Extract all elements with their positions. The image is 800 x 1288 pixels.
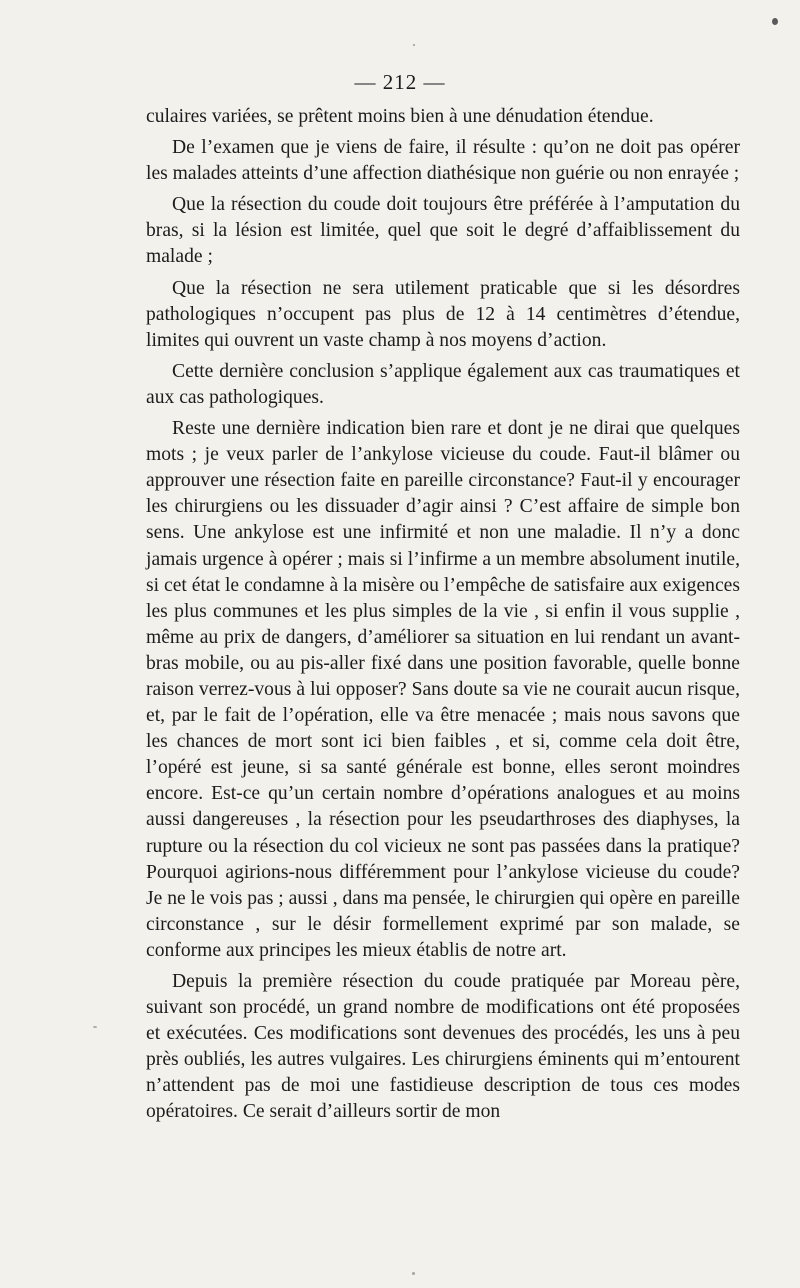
paragraph-resection-coude: Que la résection du coude doit toujours être préférée à l’amputation du bras, si la lésion est limitée, quel que soit le degré d’affaiblissement du malade ; [146, 194, 740, 268]
ink-speck [412, 1272, 415, 1275]
ink-speck [93, 1026, 97, 1028]
paragraph-continuation: culaires variées, se prêtent moins bien à une dénudation étendue. [146, 106, 654, 127]
paragraph-examen: De l’examen que je viens de faire, il résulte : qu’on ne doit pas opérer les malades atteints d’une affection diathésique non guérie ou non enrayée ; [146, 137, 740, 185]
paragraph-moreau: Depuis la première résection du coude pratiquée par Moreau père, suivant son procédé, un grand nombre de modifications ont été proposées et exécutées. Ces modifications sont devenues des procédés, les uns à peu près oubliés, les autres vulgaires. Les chirurgiens éminents qui m’entourent n’attendent pas de moi une fastidieuse description de tous ces modes opératoires. Ce serait d’ailleurs sortir de mon [146, 971, 740, 1123]
ink-speck [772, 18, 778, 25]
paragraph-conclusion: Cette dernière conclusion s’applique également aux cas traumatiques et aux cas pathologiques. [146, 360, 740, 408]
paragraph-ankylose: Reste une dernière indication bien rare et dont je ne dirai que quelques mots ; je veux parler de l’ankylose vicieuse du coude. Faut-il blâmer ou approuver une résection faite en pareille circonstance? Faut-il y encourager les chirurgiens ou les dissuader d’agir ainsi ? C’est affaire de simple bon sens. Une ankylose est une infirmité et non une maladie. Il n’y a donc jamais urgence à opérer ; mais si l’infirme a un membre absolument inutile, si cet état le condamne à la misère ou l’empêche de satisfaire aux exigences les plus communes et les plus simples de la vie , si enfin il vous supplie , même au prix de dangers, d’améliorer sa situation en lui rendant un avant-bras mobile, ou au pis-aller fixé dans une position favorable, quelle bonne raison verrez-vous à lui opposer? Sans doute sa vie ne courait aucun risque, et, par le fait de l’opération, elle va être menacée ; mais nous savons que les chances de mort sont ici bien faibles , et si, comme cela doit être, l’opéré est jeune, si sa santé générale est bonne, elles seront moindres encore. Est-ce qu’un certain nombre d’opérations analogues et au moins aussi dangereuses , la résection pour les pseudarthroses des diaphyses, la rupture ou la résection du col vicieux ne sont pas passées dans la pratique? Pourquoi agirions-nous différemment pour l’ankylose vicieuse du coude? Je ne le vois pas ; aussi , dans ma pensée, le chirurgien qui opère en pareille circonstance , sur le désir formellement exprimé par son malade, se conforme aux principes les mieux établis de notre art. [146, 418, 740, 961]
page-number: — 212 — [354, 70, 446, 94]
paragraph-desordres: Que la résection ne sera utilement praticable que si les désordres pathologiques n’occupent pas plus de 12 à 14 centimètres d’étendue, limites qui ouvrent un vaste champ à nos moyens d’action. [146, 277, 740, 351]
body-text [146, 104, 740, 1126]
ink-speck [413, 44, 415, 46]
